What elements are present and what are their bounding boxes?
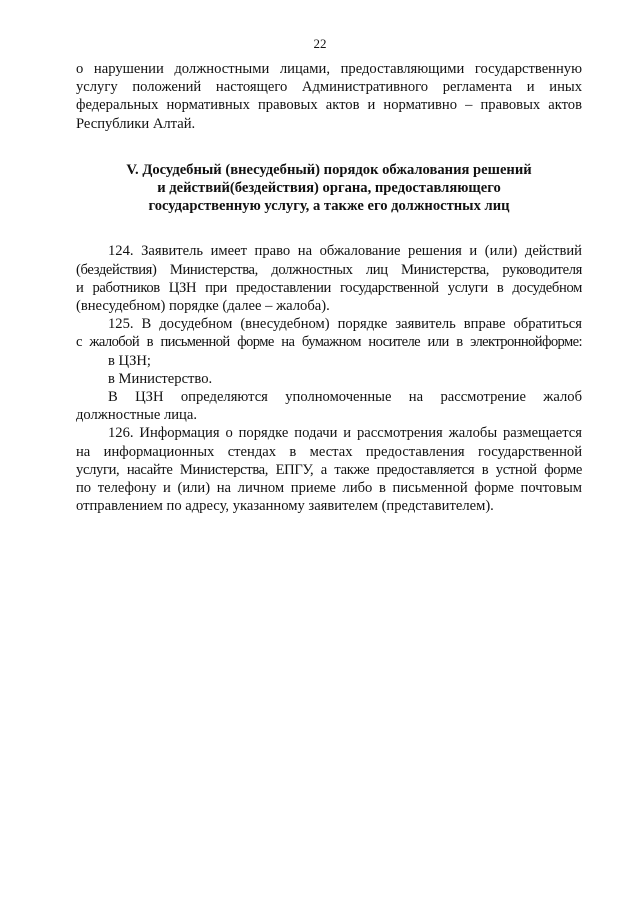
paragraph-czn-officials (76, 388, 582, 424)
paragraph-124-line-3: и работников ЦЗН при предоставлении государственной услуги в досудебном (76, 279, 582, 296)
paragraph-126 (76, 424, 582, 515)
document-body (76, 60, 582, 515)
paragraph-125-line-2: с жалобой в письменной форме на бумажном носителе или в электроннойформе: (76, 334, 582, 351)
paragraph-125-item-ministry: в Министерство. (108, 370, 213, 387)
intro-line-2: услугу положений настоящего Административного регламента и иных (76, 79, 582, 96)
section-title-line-1: V. Досудебный (внесудебный) порядок обжалования решений (126, 161, 532, 178)
paragraph-124-line-1: 124. Заявитель имеет право на обжалование решения и (или) действий (108, 243, 582, 260)
paragraph-126-line-3: услуги, насайте Министерства, ЕПГУ, а также предоставляется в устной форме (76, 461, 582, 478)
paragraph-czn-line-2: должностные лица. (76, 407, 197, 424)
paragraph-125-line-1: 125. В досудебном (внесудебном) порядке заявитель вправе обратиться (108, 316, 582, 333)
paragraph-126-line-2: на информационных стендах в местах предоставления государственной (76, 443, 582, 460)
intro-line-1: о нарушении должностными лицами, предоставляющими государственную (76, 61, 582, 77)
intro-line-3: федеральных нормативных правовых актов и нормативно – правовых актов (76, 97, 582, 114)
section-title-line-3: государственную услугу, а также его должностных лиц (148, 198, 510, 215)
intro-paragraph (76, 60, 582, 133)
paragraph-126-line-5: отправлением по адресу, указанному заявителем (представителем). (76, 498, 494, 515)
paragraph-124-line-4: (внесудебном) порядке (далее – жалоба). (76, 298, 330, 315)
paragraph-125 (76, 315, 582, 351)
paragraph-czn-line-1: В ЦЗН определяются уполномоченные на рассмотрение жалоб (108, 389, 582, 406)
paragraph-126-line-4: по телефону и (или) на личном приеме либо в письменной форме почтовым (76, 480, 582, 497)
paragraph-124 (76, 242, 582, 315)
section-title (76, 161, 582, 216)
paragraph-124-line-2: (бездействия) Министерства, должностных лиц Министерства, руководителя (76, 261, 582, 278)
paragraph-125-item-czn: в ЦЗН; (108, 352, 151, 369)
page-number: 22 (313, 36, 327, 51)
section-title-line-2: и действий(бездействия) органа, предоставляющего (157, 180, 501, 197)
intro-line-4: Республики Алтай. (76, 115, 196, 132)
paragraph-126-line-1: 126. Информация о порядке подачи и рассмотрения жалобы размещается (108, 425, 582, 442)
